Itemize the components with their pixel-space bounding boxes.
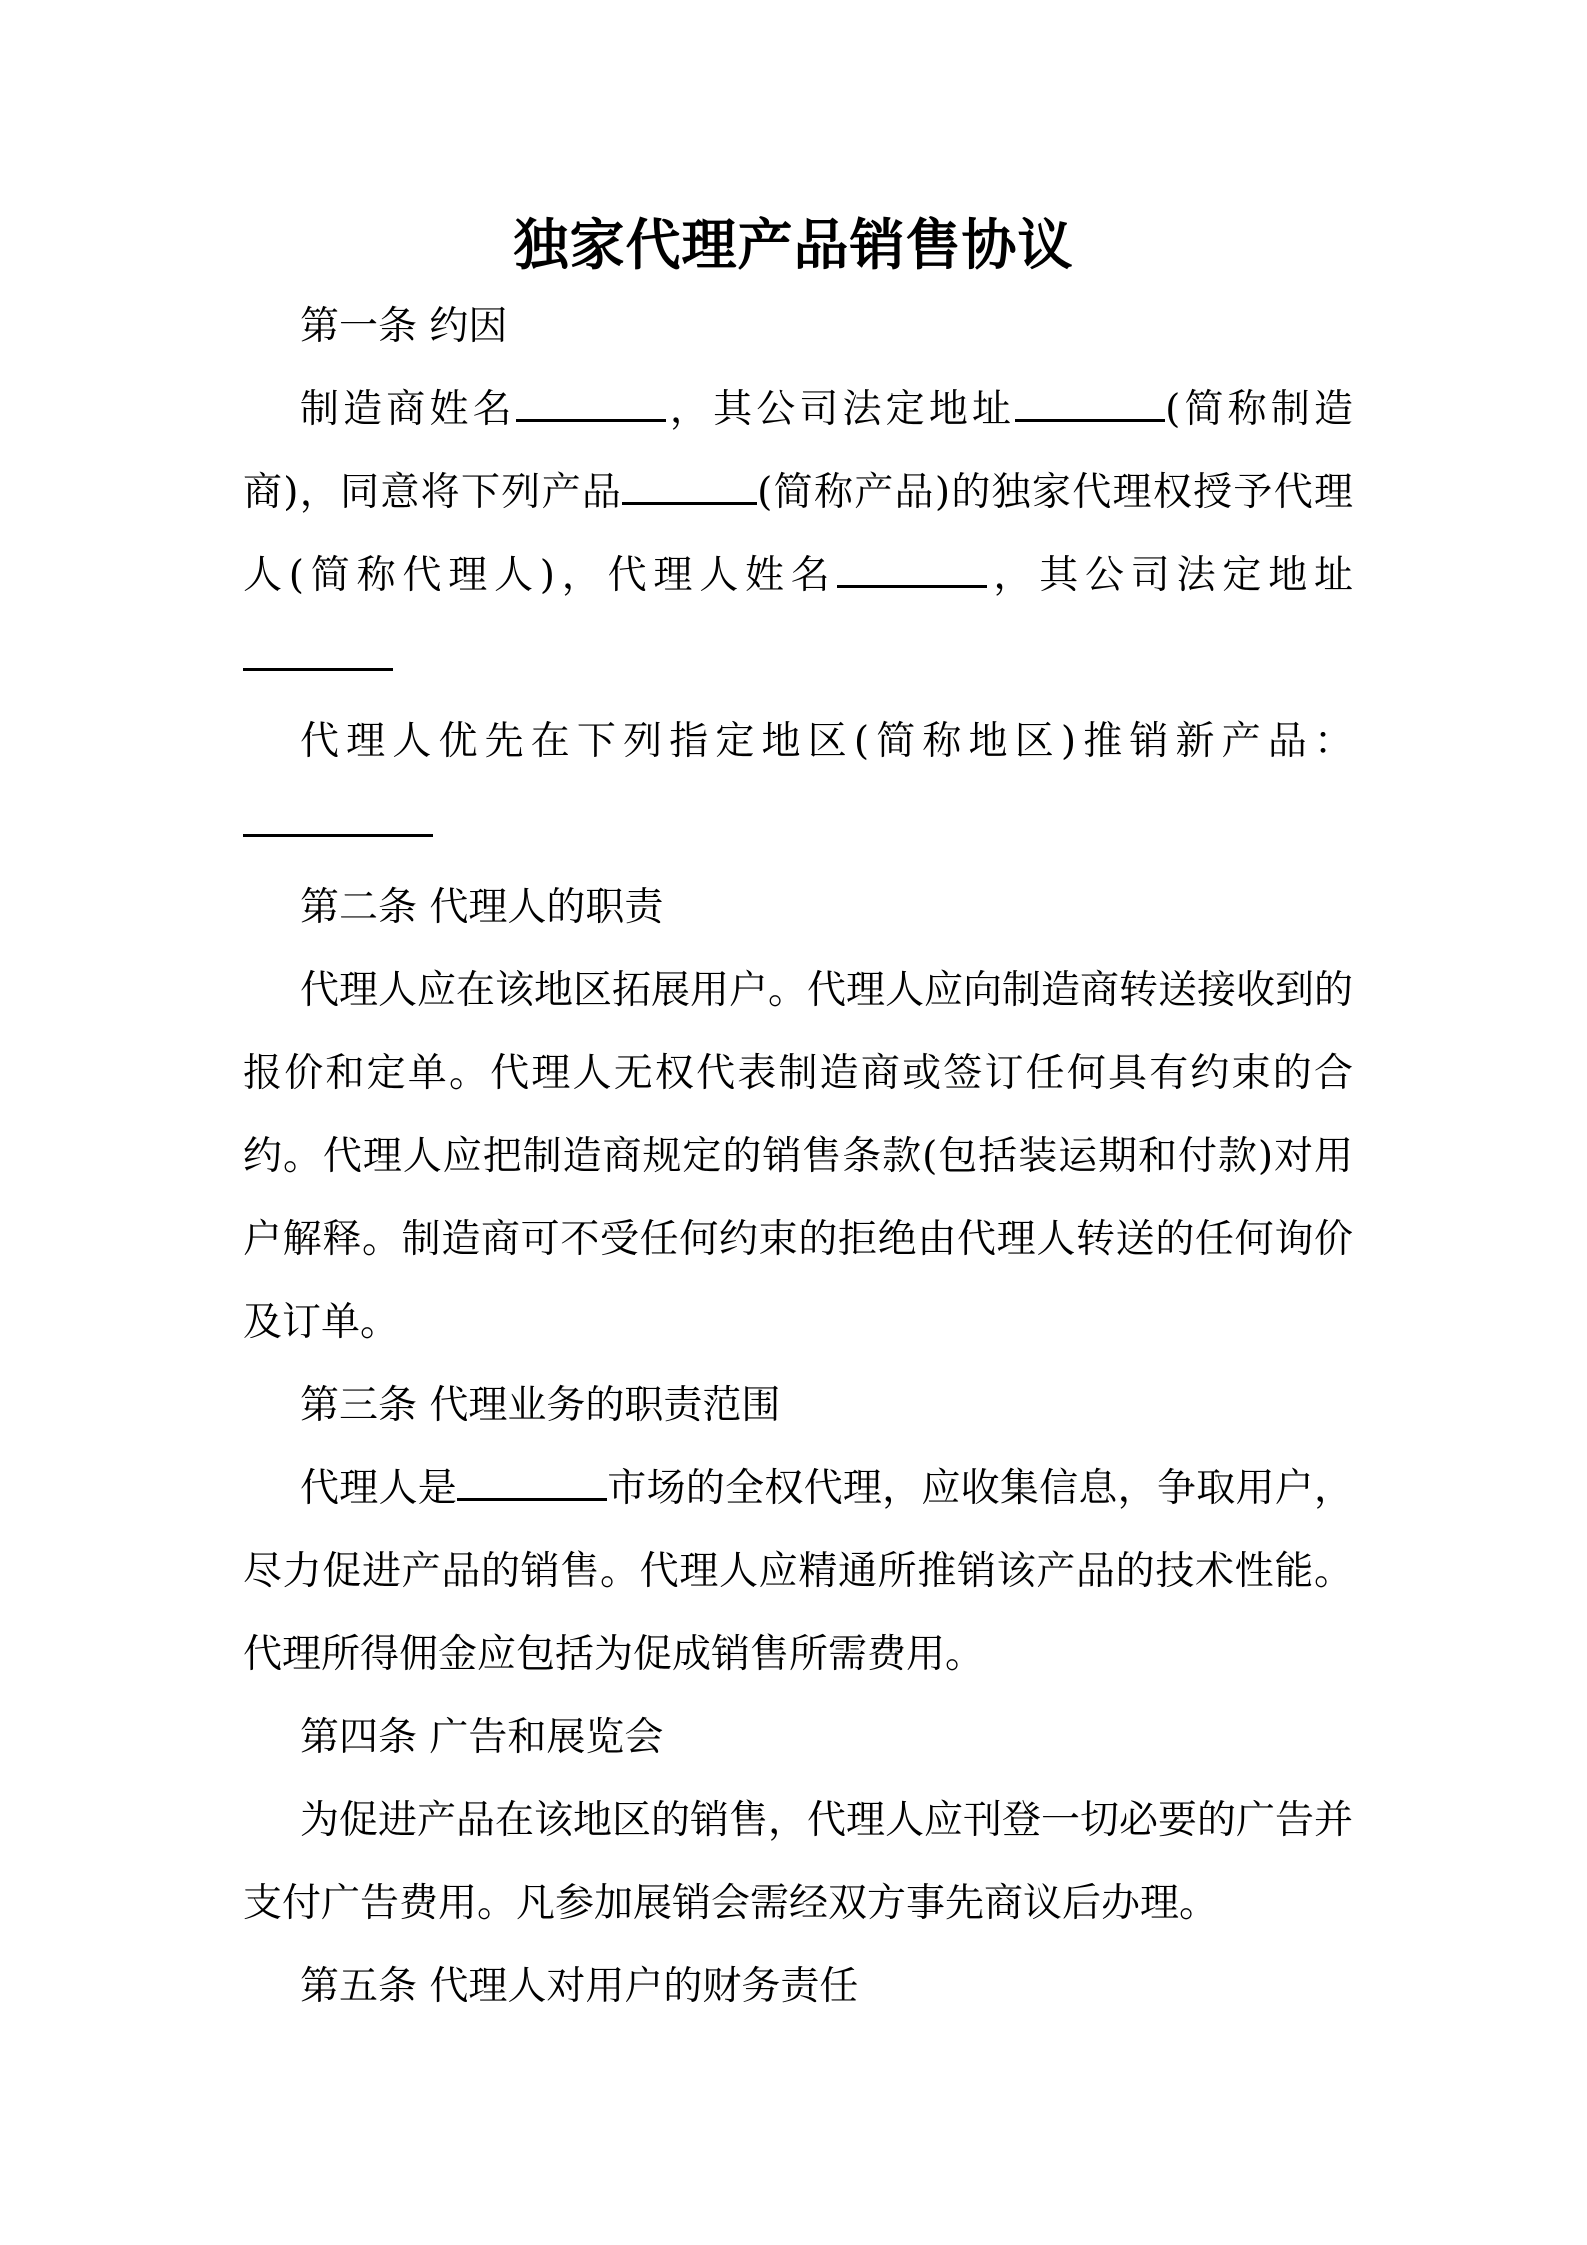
text-segment: (简称产品)的独家代理权授予代理人(简称代理人)，代理人姓名 bbox=[243, 470, 1353, 598]
fill-in-blank-market[interactable] bbox=[457, 1466, 607, 1501]
text-segment: 市场的全权代理，应收集信息，争取用户，尽力促进产品的销售。代理人应精通所推销该产品的技术性能。代理所得佣金应包括为促成销售所需费用。 bbox=[243, 1466, 1353, 1677]
text-segment: ，其公司法定地址 bbox=[986, 553, 1353, 598]
article-1-paragraph-2 bbox=[243, 700, 1353, 866]
fill-in-blank-manufacturer-name[interactable] bbox=[516, 387, 666, 422]
document-title: 独家代理产品销售协议 bbox=[513, 212, 1074, 277]
article-2-paragraph-1: 代理人应在该地区拓展用户。代理人应向制造商转送接收到的报价和定单。代理人无权代表制造商或签订任何具有约束的合约。代理人应把制造商规定的销售条款(包括装运期和付款)对用户解释。制造商可不受任何约束的拒绝由代理人转送的任何询价及订单。 bbox=[243, 968, 1354, 1345]
article-3-paragraph-1 bbox=[243, 1447, 1353, 1696]
text-segment: 制造商姓名 bbox=[300, 387, 516, 432]
article-4-paragraph-1: 为促进产品在该地区的销售，代理人应刊登一切必要的广告并支付广告费用。凡参加展销会需经双方事先商议后办理。 bbox=[243, 1798, 1354, 1926]
fill-in-blank-agent-name[interactable] bbox=[837, 553, 987, 588]
fill-in-blank-agent-address[interactable] bbox=[243, 636, 393, 671]
article-1-paragraph-1 bbox=[243, 368, 1353, 700]
text-segment: 代理人优先在下列指定地区(简称地区)推销新产品： bbox=[300, 719, 1353, 764]
article-5-heading: 第五条 代理人对用户的财务责任 bbox=[300, 1964, 859, 2009]
text-segment: (简称制造商)，同意将下列产品 bbox=[243, 387, 1353, 515]
fill-in-blank-territory[interactable] bbox=[243, 802, 433, 837]
fill-in-blank-product[interactable] bbox=[622, 470, 757, 505]
article-2-heading: 第二条 代理人的职责 bbox=[300, 885, 664, 930]
text-segment: 代理人是 bbox=[300, 1466, 458, 1511]
text-segment: ，其公司法定地址 bbox=[665, 387, 1016, 432]
article-1-heading: 第一条 约因 bbox=[300, 304, 508, 349]
article-4-heading: 第四条 广告和展览会 bbox=[300, 1715, 664, 1760]
fill-in-blank-manufacturer-address[interactable] bbox=[1015, 387, 1165, 422]
article-3-heading: 第三条 代理业务的职责范围 bbox=[300, 1383, 781, 1428]
document-body bbox=[243, 285, 1353, 2028]
